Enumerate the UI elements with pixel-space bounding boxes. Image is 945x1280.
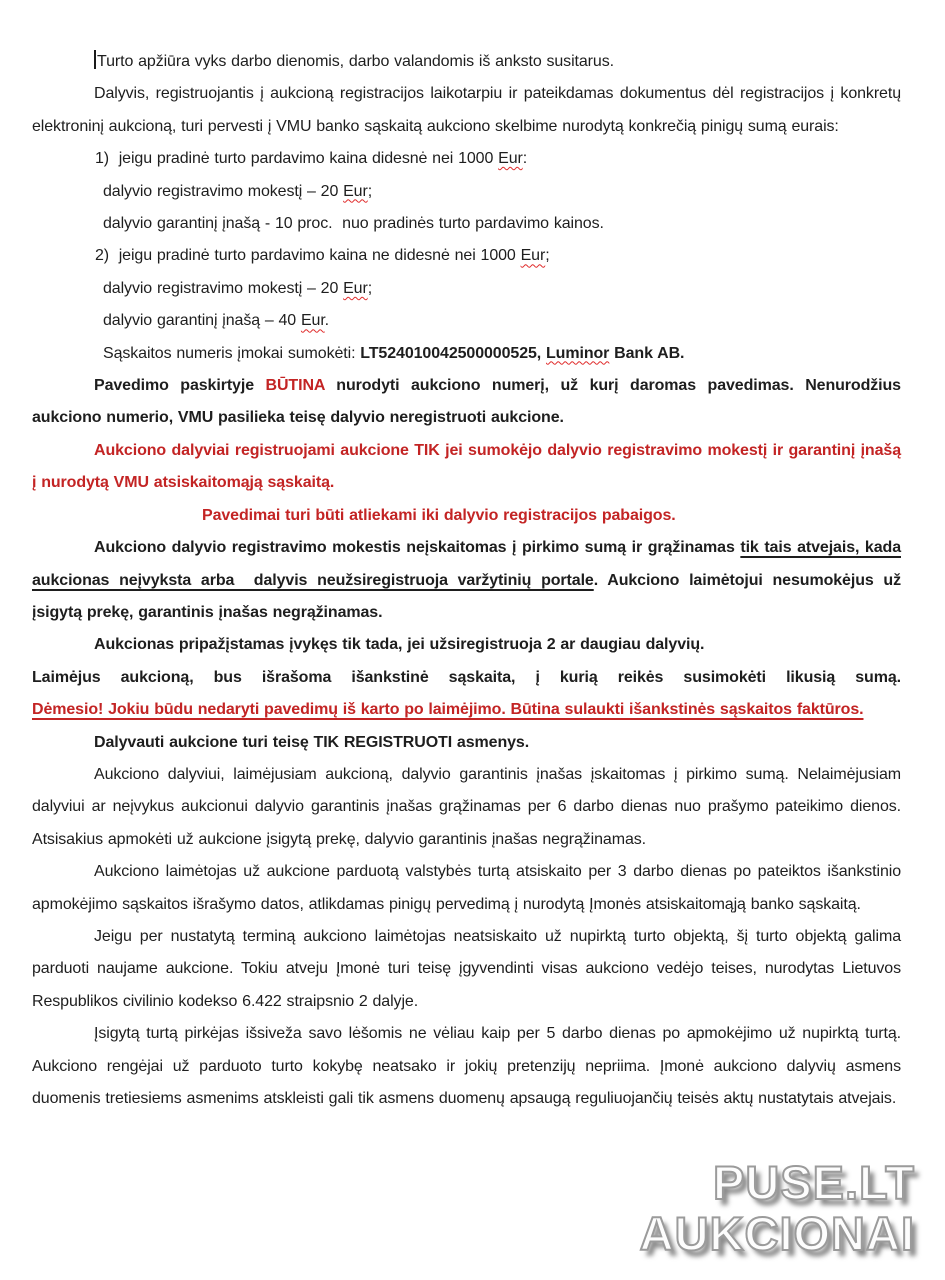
paragraph	[32, 78, 901, 143]
text-run: dalyvio registravimo mokestį – 20	[103, 182, 344, 200]
text-run: Eur	[343, 279, 368, 297]
paragraph	[95, 240, 901, 272]
text-run: .	[324, 312, 330, 330]
paragraph	[32, 694, 901, 726]
text-run: Aukciono laimėtojas už aukcione parduotą valstybės turtą atsiskaito per 3 darbo dienas po pateiktos išankstinio apmokėjimo sąskaitos išrašymo datos, atlikdamas pinigų pervedimą į nurodytą Įmonės atsiskaitomąją banko sąskaitą.	[32, 863, 901, 913]
paragraph	[32, 727, 901, 759]
paragraph	[103, 176, 901, 208]
text-run: Jeigu per nustatytą terminą aukciono laimėtojas neatsiskaito už nupirktą turto objektą, šį turto objektą galima parduoti naujame aukcione. Tokiu atveju Įmonė turi teisę įgyvendinti visas aukciono vedėjo teises, nurodytas Lietuvos Respublikos civilinio kodekso 6.422 straipsnio 2 dalyje.	[32, 927, 901, 1010]
text-cursor-icon	[94, 50, 96, 69]
watermark-aukcionai: AUKCIONAI	[639, 1207, 915, 1260]
paragraph	[32, 629, 901, 661]
text-run: dalyvio registravimo mokestį – 20	[103, 279, 344, 297]
text-run: Dalyvis, registruojantis į aukcioną registracijos laikotarpiu ir pateikdamas dokumentus dėl registracijos į konkretų elektroninį aukcioną, turi pervesti į VMU banko sąskaitą aukciono skelbime nurodytą konkrečią pinigų sumą eurais:	[32, 85, 901, 135]
text-run: Aukciono dalyvio registravimo mokestis neįskaitomas į pirkimo sumą ir grąžinamas	[94, 539, 741, 557]
text-run: Aukciono dalyviai registruojami aukcione TIK jei sumokėjo dalyvio registravimo mokestį ir garantinį įnašą į nurodytą VMU atsiskaitomąją sąskaitą.	[32, 441, 901, 492]
text-run: Pavedimo paskirtyje	[94, 377, 266, 395]
paragraph	[202, 500, 901, 532]
paragraph	[95, 143, 901, 175]
text-run: . Aukciono laimėtojui nesumokėjus už įsigytą prekę, garantinis įnašas negrąžinamas.	[32, 571, 901, 621]
text-run: Pavedimai turi būti atliekami iki dalyvio registracijos pabaigos.	[202, 506, 676, 524]
text-run: Aukcionas pripažįstamas įvykęs tik tada, jei užsiregistruoja 2 ar daugiau dalyvių.	[94, 636, 705, 654]
text-run: Eur	[520, 247, 546, 265]
paragraph	[32, 921, 901, 1018]
paragraph	[32, 1018, 901, 1115]
text-run: Įsigytą turtą pirkėjas išsiveža savo lėšomis ne vėliau kaip per 5 darbo dienas po apmokėjimo už nupirktą turtą. Aukciono rengėjai už parduoto turto kokybę neatsako ir jokių pretenzijų nepriima. Įmonė aukciono dalyvių asmens duomenis tretiesiems asmenims atskleisti gali tik asmens duomenų apsaugą reguliuojančių teisės aktų nustatytais atvejais.	[32, 1025, 901, 1107]
text-run: 2) jeigu pradinė turto pardavimo kaina ne didesnė nei 1000	[95, 247, 521, 265]
text-run: dalyvio garantinį įnašą - 10 proc. nuo pradinės turto pardavimo kainos.	[103, 215, 604, 233]
text-run: Dalyvauti aukcione turi teisę TIK REGISTRUOTI asmenys.	[94, 733, 530, 751]
text-run: Sąskaitos numeris įmokai sumokėti:	[103, 344, 361, 362]
paragraph	[32, 759, 901, 856]
paragraph	[32, 532, 901, 629]
text-run: LT524010042500000525,	[360, 344, 546, 362]
text-run: nurodyti aukciono numerį, už kurį daromas pavedimas. Nenurodžius aukciono numerio, VMU pasilieka teisę dalyvio neregistruoti aukcione.	[32, 377, 901, 427]
text-run: Luminor	[546, 344, 610, 362]
paragraph	[32, 46, 901, 78]
watermark-logo	[640, 1157, 915, 1259]
text-run: Laimėjus aukcioną, bus išrašoma išankstinė sąskaita, į kurią reikės susimokėti likusią sumą.	[32, 668, 901, 686]
paragraph	[103, 338, 901, 370]
text-run: tik tais atvejais, kada aukcionas neįvyksta arba dalyvis neužsiregistruoja varžytinių portale	[32, 539, 901, 589]
text-run: Eur	[343, 182, 368, 200]
paragraph	[103, 273, 901, 305]
text-run: BŪTINA	[265, 377, 325, 395]
text-run: ;	[367, 279, 373, 297]
paragraph	[32, 856, 901, 921]
paragraph	[103, 305, 901, 337]
text-run: dalyvio garantinį įnašą – 40	[103, 312, 301, 330]
document-body	[32, 46, 901, 1115]
paragraph	[32, 370, 901, 435]
text-run: Dėmesio! Jokiu būdu nedaryti pavedimų iš karto po laimėjimo. Būtina sulaukti išankstinės sąskaitos faktūros.	[32, 701, 864, 719]
text-run: ;	[367, 182, 373, 200]
paragraph	[32, 662, 901, 694]
text-run: Eur	[300, 312, 325, 330]
text-run: 1) jeigu pradinė turto pardavimo kaina didesnė nei 1000	[95, 150, 499, 168]
watermark-puse-lt: PUSE.LT	[713, 1156, 915, 1209]
text-run: Turto apžiūra vyks darbo dienomis, darbo valandomis iš anksto susitarus.	[97, 53, 614, 70]
paragraph	[32, 435, 901, 500]
text-run: :	[522, 150, 528, 168]
text-run: Bank AB.	[609, 344, 685, 362]
paragraph	[103, 208, 901, 240]
text-run: Eur	[498, 150, 523, 168]
text-run: Aukciono dalyviui, laimėjusiam aukcioną, dalyvio garantinis įnašas įskaitomas į pirkimo sumą. Nelaimėjusiam dalyviui ar neįvykus aukcionui dalyvio garantinis įnašas grąžinamas per 6 darbo dienas nuo prašymo pateikimo dienos. Atsisakius apmokėti už aukcione įsigytą prekę, dalyvio garantinis įnašas negrąžinamas.	[32, 765, 901, 848]
text-run: ;	[545, 247, 550, 265]
